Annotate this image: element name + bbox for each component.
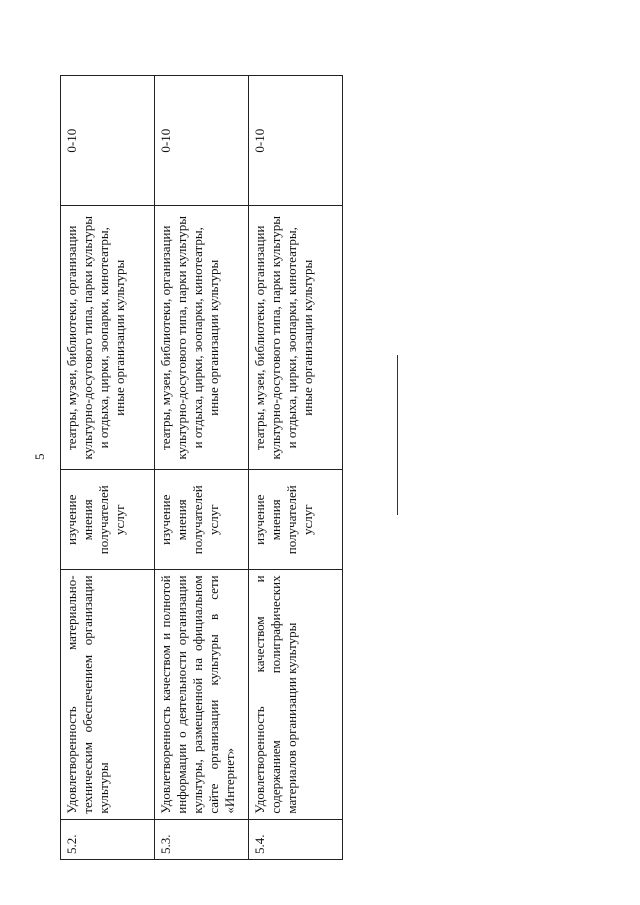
method-cell: изучение мнения получателей услуг xyxy=(249,470,343,570)
indicator-cell: Удовлетворенность качеством и содержанием полиграфических материалов организации культуры xyxy=(249,570,343,819)
method-cell: изучение мнения получателей услуг xyxy=(61,470,155,570)
table-row xyxy=(61,76,155,860)
indicator-cell: Удовлетворенность качеством и полнотой информации о деятельности организации культуры, размещенной на официальном сайте организации культуры в сети «Интернет» xyxy=(155,570,249,819)
objects-cell: театры, музеи, библиотеки, организации культурно-досугового типа, парки культуры и отдыха, цирки, зоопарки, кинотеатры, иные организации культуры xyxy=(61,206,155,470)
objects-cell: театры, музеи, библиотеки, организации культурно-досугового типа, парки культуры и отдыха, цирки, зоопарки, кинотеатры, иные организации культуры xyxy=(155,206,249,470)
objects-cell: театры, музеи, библиотеки, организации культурно-досугового типа, парки культуры и отдыха, цирки, зоопарки, кинотеатры, иные организации культуры xyxy=(249,206,343,470)
row-number: 5.3. xyxy=(155,819,249,859)
indicator-cell: Удовлетворенность материально-техническим обеспечением организации культуры xyxy=(61,570,155,819)
criteria-table xyxy=(60,75,343,860)
score-cell: 0-10 xyxy=(155,76,249,206)
table-row xyxy=(155,76,249,860)
page-number: 5 xyxy=(32,453,47,460)
table-row xyxy=(249,76,343,860)
separator-line xyxy=(397,355,398,515)
score-cell: 0-10 xyxy=(249,76,343,206)
score-cell: 0-10 xyxy=(61,76,155,206)
method-cell: изучение мнения получателей услуг xyxy=(155,470,249,570)
row-number: 5.4. xyxy=(249,819,343,859)
row-number: 5.2. xyxy=(61,819,155,859)
